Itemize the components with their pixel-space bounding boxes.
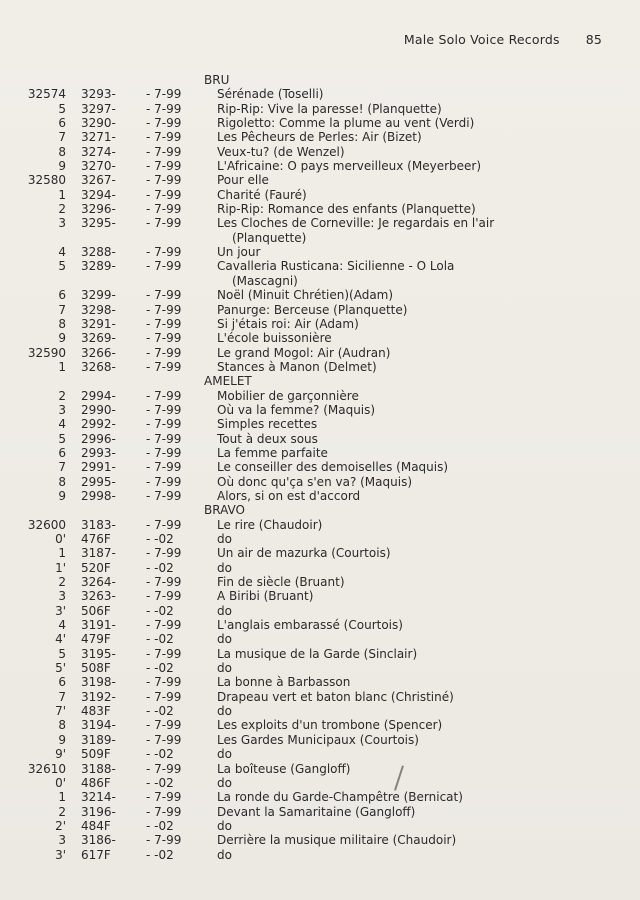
- record-title: do: [217, 704, 232, 719]
- catalog-number: 5: [58, 431, 66, 446]
- record-row: [0, 102, 640, 116]
- record-row: [0, 245, 640, 259]
- recording-date: - 7-99: [146, 718, 182, 733]
- record-title: Tout à deux sous: [217, 431, 318, 446]
- record-row: [0, 288, 640, 302]
- artist-name: BRAVO: [204, 503, 245, 518]
- record-row: [0, 805, 640, 819]
- recording-date: - 7-99: [146, 159, 182, 174]
- record-row: [0, 532, 640, 546]
- matrix-number: 3291-: [81, 316, 116, 331]
- recording-date: - 7-99: [146, 417, 182, 432]
- record-row: [0, 403, 640, 417]
- record-title: do: [217, 532, 232, 546]
- record-title: La ronde du Garde-Champêtre (Bernicat): [217, 790, 463, 805]
- recording-date: - 7-99: [146, 689, 182, 704]
- record-title: Où va la femme? (Maquis): [217, 402, 376, 417]
- record-title: La bonne à Barbasson: [217, 675, 351, 690]
- recording-date: - 7-99: [146, 245, 182, 260]
- catalog-number: 9: [58, 732, 66, 747]
- record-row: [0, 116, 640, 130]
- record-row: [0, 704, 640, 718]
- catalog-number: 1: [58, 187, 66, 202]
- matrix-number: 3187-: [81, 546, 116, 561]
- record-row: [0, 460, 640, 474]
- matrix-number: 3289-: [81, 259, 116, 274]
- matrix-number: 486F: [81, 775, 111, 790]
- recording-date: - 7-99: [146, 259, 182, 274]
- catalog-number: 9': [55, 747, 66, 762]
- record-title: La boîteuse (Gangloff): [217, 761, 351, 776]
- catalog-number: 5': [55, 661, 66, 676]
- record-title: Devant la Samaritaine (Gangloff): [217, 804, 416, 819]
- record-row: [0, 259, 640, 273]
- record-row: [0, 575, 640, 589]
- recording-date: - 7-99: [146, 804, 182, 819]
- record-title: Le conseiller des demoiselles (Maquis): [217, 460, 449, 475]
- matrix-number: 3214-: [81, 790, 116, 805]
- record-title: Si j'étais roi: Air (Adam): [217, 316, 359, 331]
- matrix-number: 2992-: [81, 417, 116, 432]
- catalog-number: 9: [58, 331, 66, 346]
- record-row: [0, 432, 640, 446]
- matrix-number: 3270-: [81, 159, 116, 174]
- matrix-number: 2995-: [81, 474, 116, 489]
- continuation-row: [0, 274, 640, 288]
- matrix-number: 617F: [81, 847, 111, 862]
- record-title: do: [217, 661, 232, 676]
- matrix-number: 2996-: [81, 431, 116, 446]
- matrix-number: 2990-: [81, 402, 116, 417]
- record-title: A Biribi (Bruant): [217, 589, 314, 604]
- record-row: [0, 360, 640, 374]
- recording-date: - 7-99: [146, 589, 182, 604]
- record-row: [0, 661, 640, 675]
- record-title: Derrière la musique militaire (Chaudoir): [217, 833, 457, 848]
- record-row: [0, 145, 640, 159]
- recording-date: - 7-99: [146, 517, 182, 532]
- record-title: La musique de la Garde (Sinclair): [217, 646, 418, 661]
- record-row: [0, 561, 640, 575]
- record-title: Rip-Rip: Vive la paresse! (Planquette): [217, 101, 442, 116]
- matrix-number: 508F: [81, 661, 111, 676]
- matrix-number: 3194-: [81, 718, 116, 733]
- matrix-number: 3293-: [81, 87, 116, 102]
- recording-date: - 7-99: [146, 187, 182, 202]
- record-title: (Mascagni): [232, 273, 298, 288]
- matrix-number: 483F: [81, 704, 111, 719]
- catalog-number: 6: [58, 288, 66, 303]
- record-row: [0, 173, 640, 187]
- recording-date: - 7-99: [146, 402, 182, 417]
- matrix-number: 3271-: [81, 130, 116, 145]
- matrix-number: 3198-: [81, 675, 116, 690]
- recording-date: - 7-99: [146, 445, 182, 460]
- record-row: [0, 776, 640, 790]
- catalog-number: 7: [58, 460, 66, 475]
- catalog-number: 7: [58, 689, 66, 704]
- record-row: [0, 632, 640, 646]
- matrix-number: 3266-: [81, 345, 116, 360]
- record-row: [0, 202, 640, 216]
- record-title: (Planquette): [232, 230, 307, 245]
- record-title: do: [217, 847, 232, 862]
- matrix-number: 3263-: [81, 589, 116, 604]
- catalog-number: 1: [58, 359, 66, 374]
- catalog-number: 0': [55, 532, 66, 546]
- catalog-number: 32600: [27, 517, 66, 532]
- record-title: Rigoletto: Comme la plume au vent (Verdi): [217, 116, 475, 131]
- catalog-number: 3': [55, 603, 66, 618]
- recording-date: - 7-99: [146, 116, 182, 131]
- recording-date: - 7-99: [146, 130, 182, 145]
- record-row: [0, 518, 640, 532]
- recording-date: - 7-99: [146, 460, 182, 475]
- record-title: Le grand Mogol: Air (Audran): [217, 345, 391, 360]
- matrix-number: 3196-: [81, 804, 116, 819]
- record-title: Les exploits d'un trombone (Spencer): [217, 718, 443, 733]
- record-title: La femme parfaite: [217, 445, 328, 460]
- catalog-number: 3: [58, 216, 66, 231]
- recording-date: - 7-99: [146, 488, 182, 503]
- record-title: Les Cloches de Corneville: Je regardais en l'air: [217, 216, 495, 231]
- catalog-number: 8: [58, 718, 66, 733]
- recording-date: - 7-99: [146, 790, 182, 805]
- recording-date: - 7-99: [146, 87, 182, 102]
- recording-date: - -02: [146, 632, 174, 647]
- record-title: Drapeau vert et baton blanc (Christiné): [217, 689, 454, 704]
- record-row: [0, 762, 640, 776]
- record-title: Cavalleria Rusticana: Sicilienne - O Lola: [217, 259, 455, 274]
- record-row: [0, 159, 640, 173]
- matrix-number: 3269-: [81, 331, 116, 346]
- recording-date: - 7-99: [146, 101, 182, 116]
- catalog-number: 5: [58, 259, 66, 274]
- matrix-number: 2991-: [81, 460, 116, 475]
- catalog-number: 32574: [27, 87, 66, 102]
- record-title: Alors, si on est d'accord: [217, 488, 361, 503]
- recording-date: - -02: [146, 775, 174, 790]
- catalog-number: 8: [58, 474, 66, 489]
- matrix-number: 484F: [81, 818, 111, 833]
- matrix-number: 509F: [81, 747, 111, 762]
- catalog-number: 3: [58, 833, 66, 848]
- matrix-number: 3189-: [81, 732, 116, 747]
- record-title: do: [217, 818, 232, 833]
- recording-date: - -02: [146, 532, 174, 546]
- artist-heading-row: [0, 503, 640, 517]
- record-title: do: [217, 747, 232, 762]
- record-title: Rip-Rip: Romance des enfants (Planquette): [217, 202, 476, 217]
- record-title: Veux-tu? (de Wenzel): [217, 144, 345, 159]
- record-row: [0, 790, 640, 804]
- recording-date: - 7-99: [146, 359, 182, 374]
- artist-name: AMELET: [204, 374, 252, 389]
- matrix-number: 3192-: [81, 689, 116, 704]
- matrix-number: 3268-: [81, 359, 116, 374]
- catalog-number: 2: [58, 388, 66, 403]
- catalog-number: 8: [58, 144, 66, 159]
- recording-date: - 7-99: [146, 202, 182, 217]
- matrix-number: 506F: [81, 603, 111, 618]
- recording-date: - -02: [146, 847, 174, 862]
- recording-date: - 7-99: [146, 833, 182, 848]
- catalog-number: 1': [55, 560, 66, 575]
- catalog-number: 3': [55, 847, 66, 862]
- record-row: [0, 589, 640, 603]
- running-head-title: Male Solo Voice Records: [403, 32, 560, 47]
- matrix-number: 3274-: [81, 144, 116, 159]
- matrix-number: 3188-: [81, 761, 116, 776]
- matrix-number: 3295-: [81, 216, 116, 231]
- record-row: [0, 546, 640, 560]
- artist-heading-row: [0, 374, 640, 388]
- record-title: do: [217, 560, 232, 575]
- catalog-number: 7': [55, 704, 66, 719]
- recording-date: - 7-99: [146, 216, 182, 231]
- recording-date: - 7-99: [146, 331, 182, 346]
- record-title: Mobilier de garçonnière: [217, 388, 359, 403]
- catalog-number: 32580: [27, 173, 66, 188]
- record-title: Les Gardes Municipaux (Courtois): [217, 732, 419, 747]
- recording-date: - 7-99: [146, 345, 182, 360]
- record-row: [0, 216, 640, 230]
- matrix-number: 3183-: [81, 517, 116, 532]
- record-row: [0, 389, 640, 403]
- record-title: Un air de mazurka (Courtois): [217, 546, 391, 561]
- catalog-number: 6: [58, 445, 66, 460]
- catalog-number: 4': [55, 632, 66, 647]
- matrix-number: 2998-: [81, 488, 116, 503]
- recording-date: - -02: [146, 704, 174, 719]
- artist-heading-row: [0, 73, 640, 87]
- catalog-number: 8: [58, 316, 66, 331]
- matrix-number: 3290-: [81, 116, 116, 131]
- record-row: [0, 819, 640, 833]
- record-row: [0, 747, 640, 761]
- page-number: 85: [585, 32, 602, 47]
- catalog-number: 0': [55, 775, 66, 790]
- record-row: [0, 604, 640, 618]
- catalog-number: 5: [58, 646, 66, 661]
- record-row: [0, 475, 640, 489]
- recording-date: - -02: [146, 818, 174, 833]
- matrix-number: 3296-: [81, 202, 116, 217]
- catalog-number: 5: [58, 101, 66, 116]
- record-title: Où donc qu'ça s'en va? (Maquis): [217, 474, 412, 489]
- discography-listing: [0, 73, 640, 862]
- recording-date: - 7-99: [146, 675, 182, 690]
- recording-date: - 7-99: [146, 173, 182, 188]
- catalog-number: 2: [58, 202, 66, 217]
- recording-date: - 7-99: [146, 316, 182, 331]
- recording-date: - 7-99: [146, 431, 182, 446]
- catalog-number: 9: [58, 488, 66, 503]
- catalog-number: 2: [58, 575, 66, 590]
- record-row: [0, 346, 640, 360]
- catalog-number: 4: [58, 618, 66, 633]
- continuation-row: [0, 231, 640, 245]
- recording-date: - 7-99: [146, 646, 182, 661]
- catalog-number: 3: [58, 589, 66, 604]
- recording-date: - -02: [146, 661, 174, 676]
- record-row: [0, 331, 640, 345]
- record-title: Stances à Manon (Delmet): [217, 359, 377, 374]
- catalog-number: 6: [58, 675, 66, 690]
- record-row: [0, 446, 640, 460]
- record-row: [0, 87, 640, 101]
- record-row: [0, 647, 640, 661]
- record-row: [0, 188, 640, 202]
- catalog-number: 6: [58, 116, 66, 131]
- recording-date: - 7-99: [146, 546, 182, 561]
- record-title: Simples recettes: [217, 417, 318, 432]
- record-row: [0, 833, 640, 847]
- record-title: Fin de siècle (Bruant): [217, 575, 345, 590]
- record-row: [0, 848, 640, 862]
- record-title: L'école buissonière: [217, 331, 332, 346]
- artist-name: BRU: [204, 73, 230, 87]
- matrix-number: 3191-: [81, 618, 116, 633]
- matrix-number: 520F: [81, 560, 111, 575]
- record-title: L'Africaine: O pays merveilleux (Meyerbeer): [217, 159, 482, 174]
- catalog-number: 1: [58, 790, 66, 805]
- matrix-number: 476F: [81, 532, 111, 546]
- record-row: [0, 675, 640, 689]
- catalog-number: 4: [58, 417, 66, 432]
- record-row: [0, 303, 640, 317]
- record-row: [0, 690, 640, 704]
- recording-date: - 7-99: [146, 144, 182, 159]
- recording-date: - -02: [146, 560, 174, 575]
- catalog-number: 7: [58, 130, 66, 145]
- recording-date: - 7-99: [146, 474, 182, 489]
- recording-date: - 7-99: [146, 288, 182, 303]
- matrix-number: 3299-: [81, 288, 116, 303]
- record-title: Pour elle: [217, 173, 269, 188]
- record-title: Le rire (Chaudoir): [217, 517, 323, 532]
- catalog-number: 32610: [27, 761, 66, 776]
- catalog-number: 7: [58, 302, 66, 317]
- record-row: [0, 733, 640, 747]
- recording-date: - 7-99: [146, 732, 182, 747]
- record-row: [0, 130, 640, 144]
- recording-date: - 7-99: [146, 388, 182, 403]
- recording-date: - -02: [146, 603, 174, 618]
- catalog-number: 1: [58, 546, 66, 561]
- matrix-number: 3294-: [81, 187, 116, 202]
- record-row: [0, 417, 640, 431]
- matrix-number: 3298-: [81, 302, 116, 317]
- catalog-number: 4: [58, 245, 66, 260]
- record-title: Un jour: [217, 245, 261, 260]
- record-title: Panurge: Berceuse (Planquette): [217, 302, 408, 317]
- recording-date: - 7-99: [146, 575, 182, 590]
- recording-date: - 7-99: [146, 618, 182, 633]
- record-row: [0, 618, 640, 632]
- record-row: [0, 317, 640, 331]
- matrix-number: 3288-: [81, 245, 116, 260]
- record-title: do: [217, 632, 232, 647]
- matrix-number: 3195-: [81, 646, 116, 661]
- catalog-number: 2: [58, 804, 66, 819]
- record-title: do: [217, 603, 232, 618]
- recording-date: - 7-99: [146, 761, 182, 776]
- recording-date: - -02: [146, 747, 174, 762]
- record-title: Charité (Fauré): [217, 187, 307, 202]
- page-header: [404, 32, 602, 47]
- matrix-number: 3186-: [81, 833, 116, 848]
- matrix-number: 3267-: [81, 173, 116, 188]
- record-row: [0, 718, 640, 732]
- catalog-number: 2': [55, 818, 66, 833]
- recording-date: - 7-99: [146, 302, 182, 317]
- record-title: Sérénade (Toselli): [217, 87, 324, 102]
- record-title: Les Pêcheurs de Perles: Air (Bizet): [217, 130, 422, 145]
- catalog-number: 9: [58, 159, 66, 174]
- matrix-number: 3264-: [81, 575, 116, 590]
- matrix-number: 2994-: [81, 388, 116, 403]
- record-row: [0, 489, 640, 503]
- catalog-number: 32590: [27, 345, 66, 360]
- record-title: do: [217, 775, 232, 790]
- matrix-number: 3297-: [81, 101, 116, 116]
- matrix-number: 479F: [81, 632, 111, 647]
- catalog-number: 3: [58, 402, 66, 417]
- record-title: L'anglais embarassé (Courtois): [217, 618, 403, 633]
- record-title: Noël (Minuit Chrétien)(Adam): [217, 288, 394, 303]
- matrix-number: 2993-: [81, 445, 116, 460]
